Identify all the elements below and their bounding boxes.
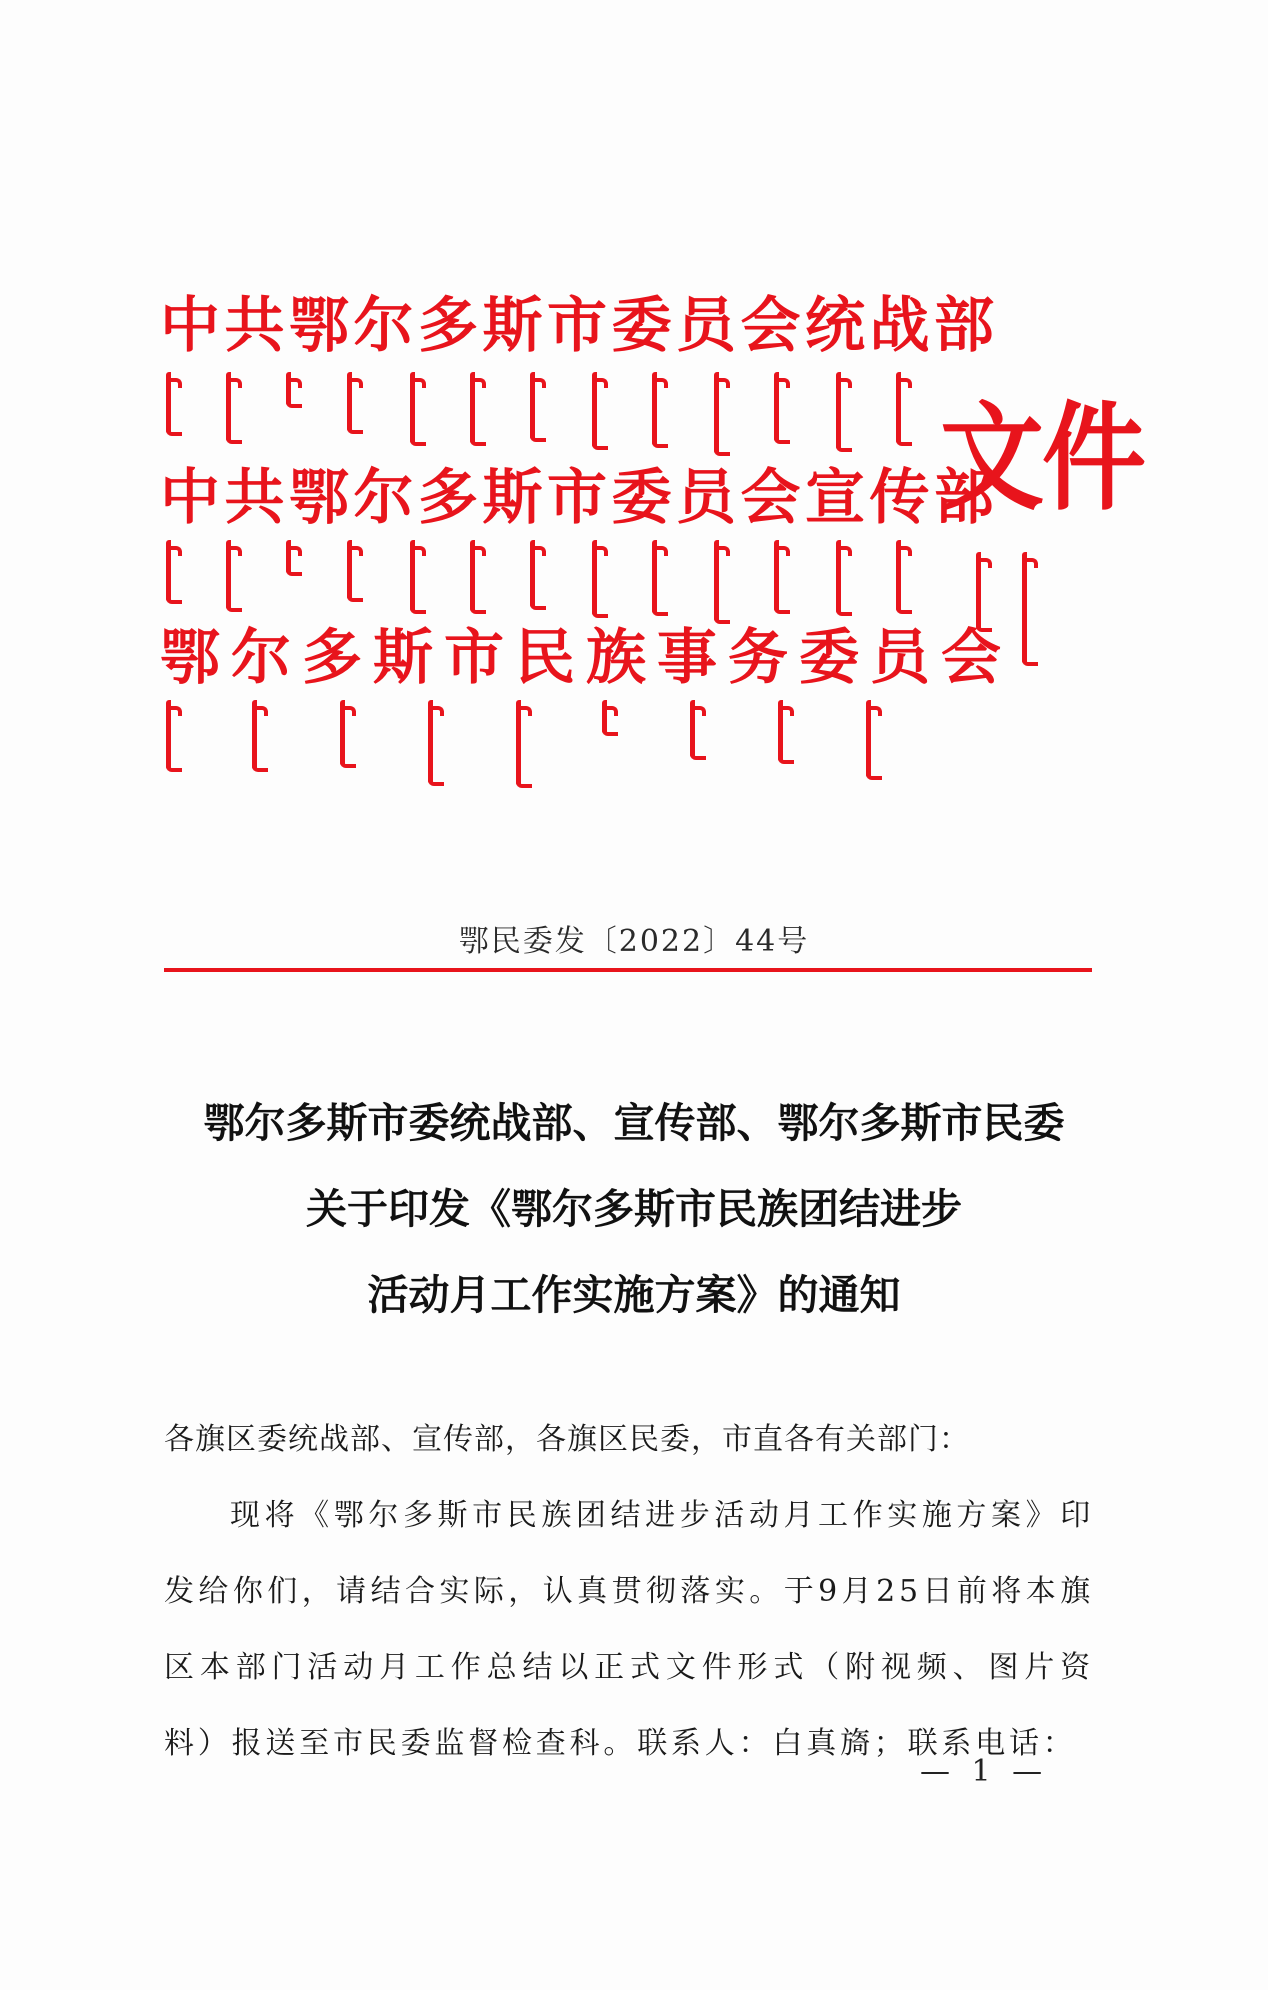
- mongolian-glyph: [410, 540, 429, 612]
- mongolian-glyph: [592, 540, 611, 616]
- mongolian-glyph: [774, 372, 793, 442]
- salutation: 各旗区委统战部、宣传部，各旗区民委，市直各有关部门：: [164, 1422, 970, 1457]
- mongolian-glyph: [226, 372, 245, 442]
- title-line-2: 关于印发《鄂尔多斯市民族团结进步: [306, 1185, 962, 1233]
- mongolian-glyph: [866, 700, 885, 778]
- mongolian-script-doc-type: [966, 552, 1066, 672]
- mongolian-glyph: [530, 540, 549, 608]
- letterhead-org-line-2: 中共鄂尔多斯市委员会宣传部: [160, 463, 999, 533]
- mongolian-glyph: [592, 372, 611, 448]
- mongolian-glyph: [778, 700, 797, 762]
- mongolian-glyph: [166, 372, 185, 434]
- mongolian-glyph: [1022, 552, 1041, 664]
- page-number: — 1 —: [920, 1754, 1049, 1789]
- mongolian-glyph: [602, 700, 621, 734]
- mongolian-glyph: [166, 700, 185, 770]
- mongolian-glyph: [347, 540, 366, 600]
- mongolian-glyph: [976, 552, 995, 630]
- mongolian-glyph: [470, 372, 489, 444]
- red-separator-rule: [164, 968, 1092, 972]
- mongolian-glyph: [166, 540, 185, 602]
- mongolian-glyph: [516, 700, 535, 786]
- mongolian-glyph: [652, 372, 671, 446]
- mongolian-glyph: [347, 372, 366, 432]
- mongolian-glyph: [226, 540, 245, 610]
- mongolian-glyph: [690, 700, 709, 758]
- mongolian-glyph: [836, 372, 855, 450]
- mongolian-glyph: [714, 372, 733, 454]
- mongolian-glyph: [470, 540, 489, 612]
- document-number: 鄂民委发〔2022〕44号: [458, 924, 810, 959]
- mongolian-glyph: [428, 700, 447, 784]
- mongolian-glyph: [896, 372, 915, 444]
- mongolian-script-row-1: [166, 372, 926, 462]
- document-title: [0, 1080, 1268, 1338]
- mongolian-glyph: [714, 540, 733, 622]
- mongolian-glyph: [774, 540, 793, 612]
- body-paragraph-1: 现将《鄂尔多斯市民族团结进步活动月工作实施方案》印发给你们，请结合实际，认真贯彻落实。于9月25日前将本旗区本部门活动月工作总结以正式文件形式（附视频、图片资料）报送至市民委监督检查科。联系人：白真旖；联系电话：: [164, 1498, 1094, 1761]
- mongolian-glyph: [896, 540, 915, 612]
- title-line-1: 鄂尔多斯市委统战部、宣传部、鄂尔多斯市民委: [203, 1099, 1065, 1147]
- mongolian-glyph: [252, 700, 271, 770]
- letterhead-org-line-3: 鄂尔多斯市民族事务委员会: [160, 623, 1012, 693]
- mongolian-script-row-2: [166, 540, 926, 630]
- mongolian-glyph: [286, 540, 305, 574]
- letterhead-doc-type: 文件: [940, 389, 1145, 527]
- mongolian-script-row-3: [166, 700, 926, 800]
- mongolian-glyph: [836, 540, 855, 614]
- mongolian-glyph: [652, 540, 671, 614]
- document-body: [164, 1402, 1094, 1782]
- mongolian-glyph: [530, 372, 549, 440]
- mongolian-glyph: [410, 372, 429, 444]
- letterhead-org-line-1: 中共鄂尔多斯市委员会统战部: [160, 291, 999, 361]
- mongolian-glyph: [340, 700, 359, 766]
- title-line-3: 活动月工作实施方案》的通知: [367, 1271, 901, 1319]
- mongolian-glyph: [286, 372, 305, 406]
